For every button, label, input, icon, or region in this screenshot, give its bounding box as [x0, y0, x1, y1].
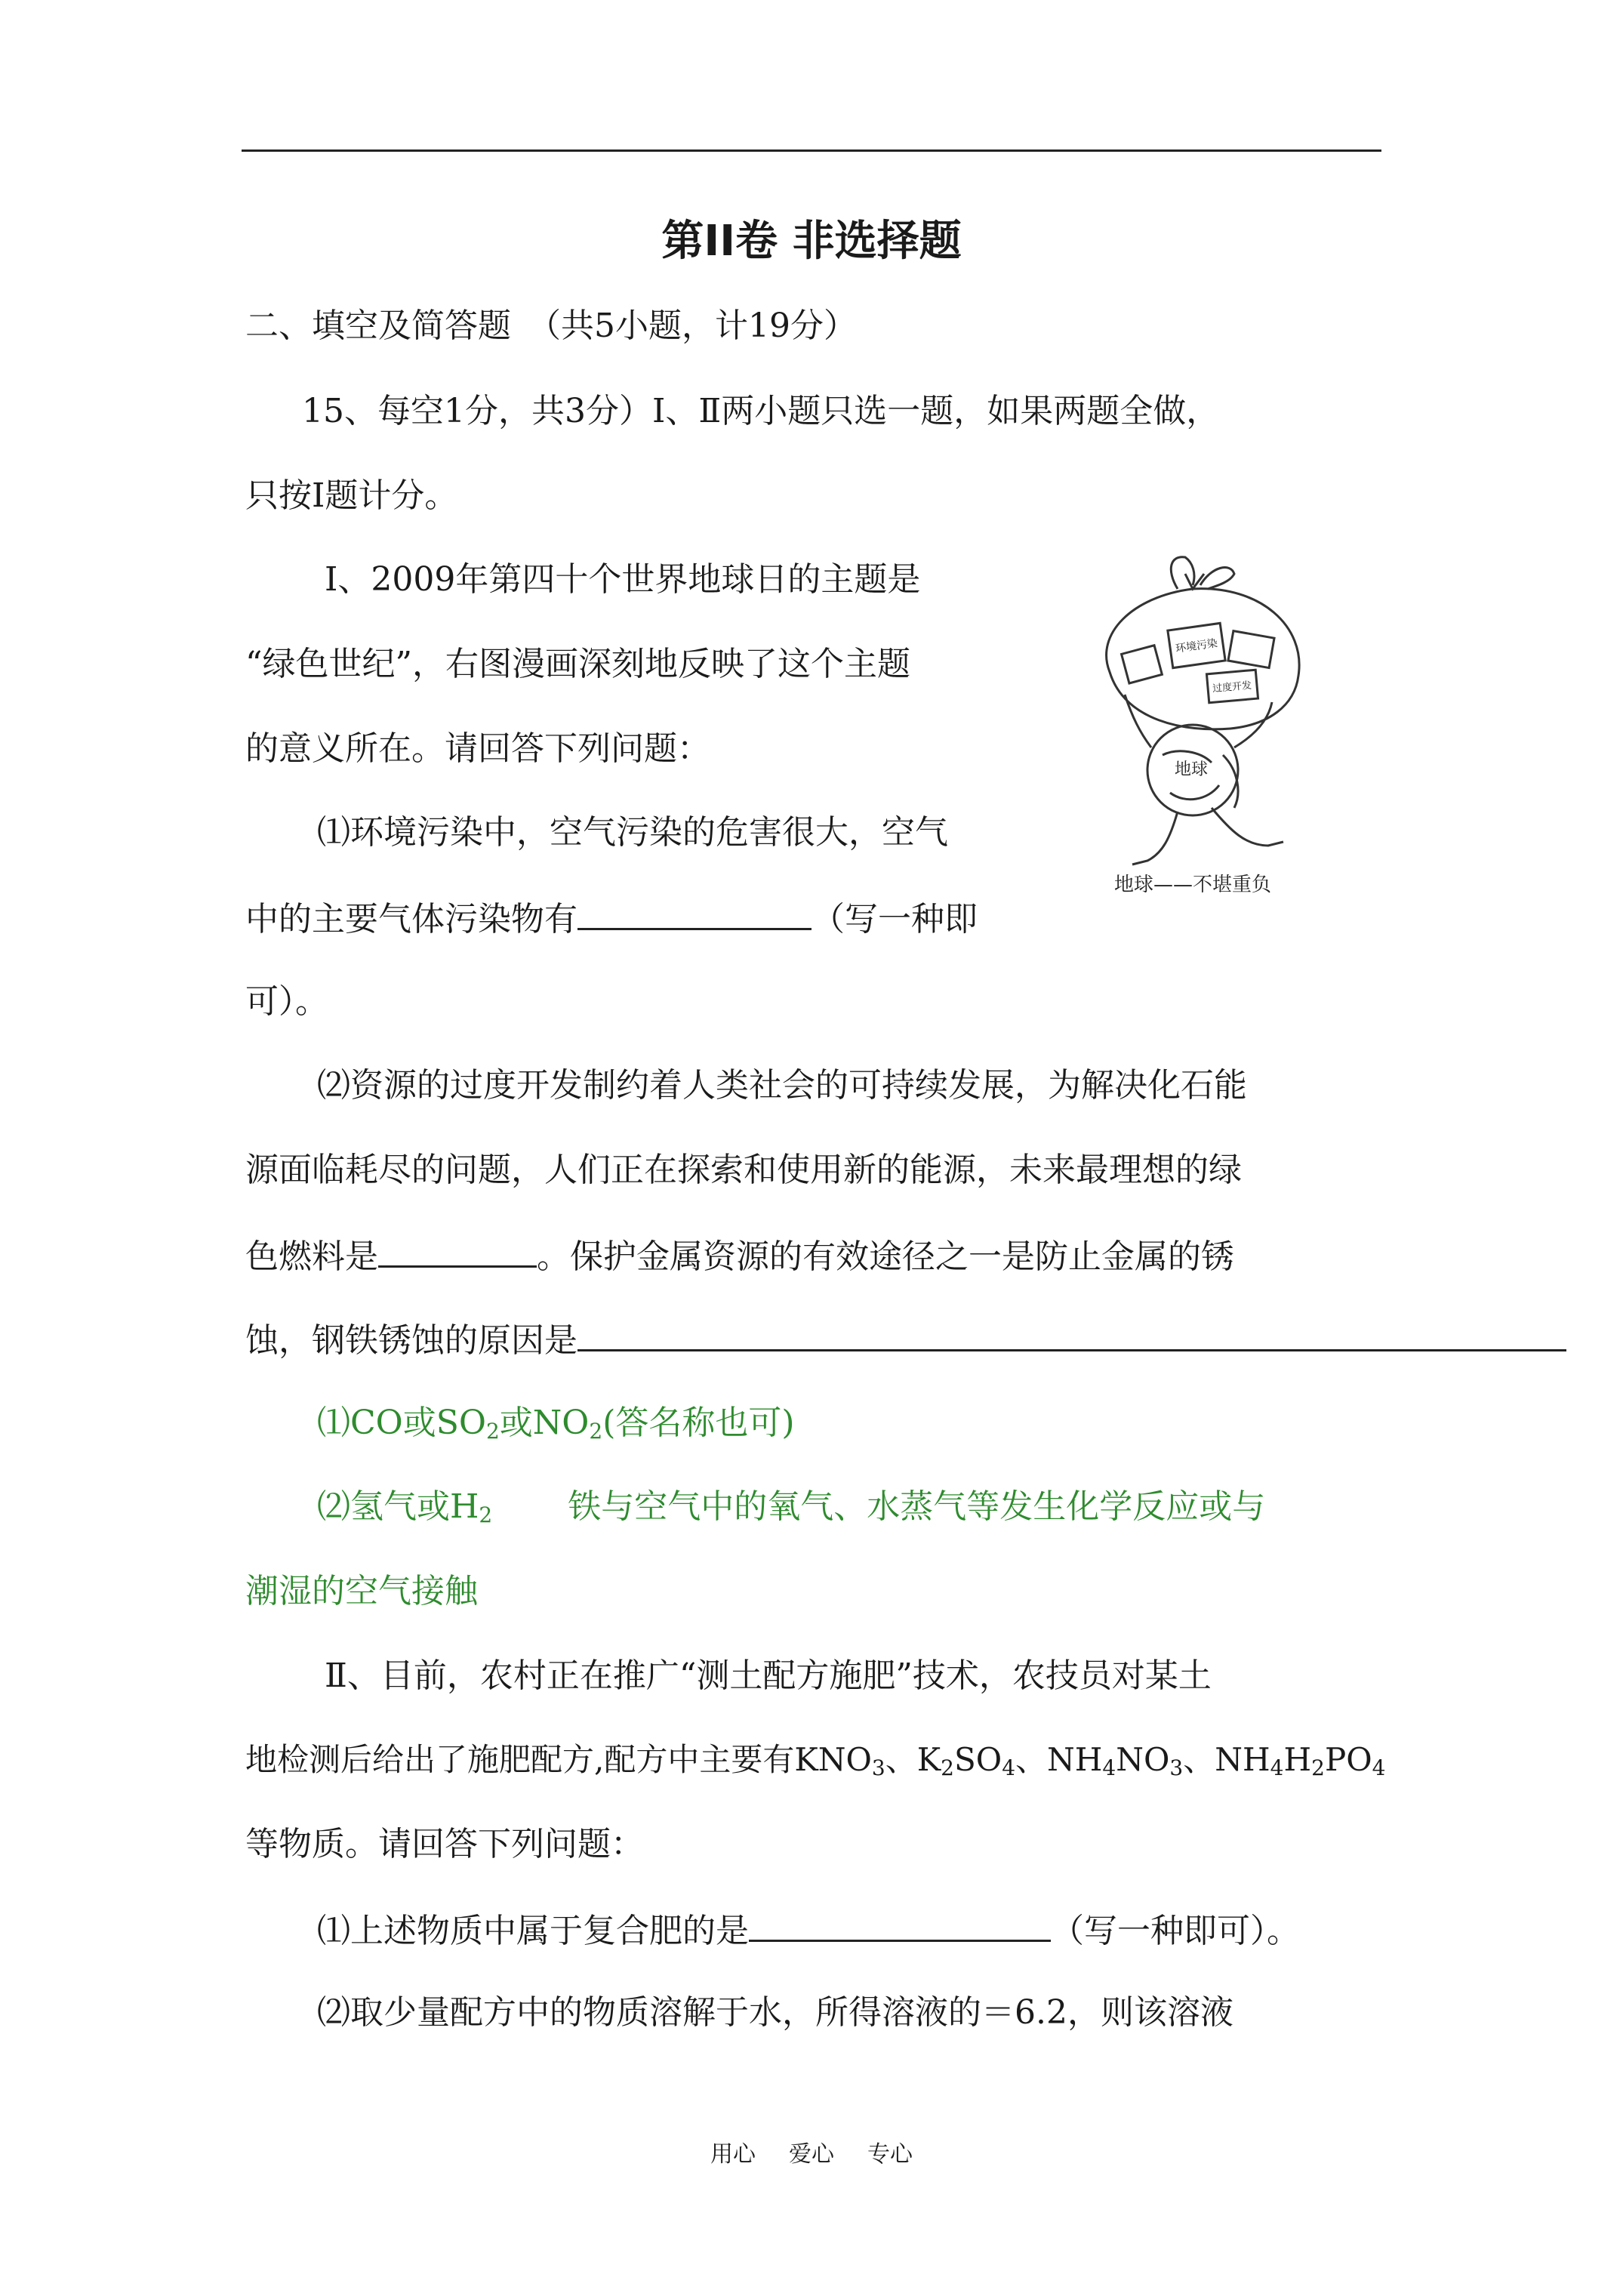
- part2-q1-text: ⑴上述物质中属于复合肥的是: [317, 1912, 749, 1950]
- part1-q2-line2: 源面临耗尽的问题，人们正在探索和使用新的能源，未来最理想的绿: [245, 1151, 1242, 1189]
- cartoon-earth-label: 地球: [1174, 760, 1209, 779]
- part1-q1-text: 中的主要气体污染物有: [245, 900, 577, 938]
- earth-burden-cartoon: [1079, 544, 1321, 906]
- part2-intro-line3: 等物质。请回答下列问题：: [245, 1825, 644, 1863]
- answer2-prefix: ⑵氢气或H: [317, 1487, 479, 1526]
- answer1-suffix: (答名称也可): [602, 1404, 795, 1442]
- part1-q1-hint: （写一种即: [812, 900, 978, 938]
- answer1-mid: 或NO: [499, 1404, 590, 1442]
- answer-blank-pollutant[interactable]: [577, 895, 812, 930]
- q15-line1: 15、每空1分，共3分）Ⅰ、Ⅱ两小题只选一题，如果两题全做，: [302, 392, 1220, 430]
- footer-word-2: 爱心: [789, 2141, 834, 2168]
- part1-q2-text-cont: 。保护金属资源的有效途径之一是防止金属的锈: [537, 1237, 1234, 1276]
- part2-q1: [317, 1906, 1300, 1954]
- part1-q2-line3: [245, 1232, 1234, 1280]
- header-rule: [242, 149, 1381, 152]
- page-title: 第II卷 非选择题: [661, 217, 962, 266]
- section-heading: 二、填空及简答题 （共5小题，计19分）: [245, 307, 857, 345]
- answer1-sub-a: 2: [485, 1419, 500, 1444]
- sub-3b: 3: [1169, 1755, 1184, 1780]
- formula-k2so4-so: SO: [953, 1741, 1002, 1778]
- formula-nh4h2po4-h: H: [1283, 1741, 1312, 1778]
- formula-nh4h2po4-nh: 、NH: [1183, 1741, 1270, 1778]
- part1-q1-line2: [245, 895, 978, 942]
- formula-nh4no3-nh: 、NH: [1015, 1741, 1103, 1778]
- part1-q2-line4: [245, 1316, 1566, 1364]
- part2-intro-line2: [245, 1737, 1385, 1791]
- part1-q2-line1: ⑵资源的过度开发制约着人类社会的可持续发展，为解决化石能: [317, 1066, 1247, 1105]
- answer1-prefix: ⑴CO或SO: [317, 1404, 486, 1442]
- part1-intro-line1: Ⅰ、2009年第四十个世界地球日的主题是: [325, 560, 921, 599]
- cartoon-box-label-2: 过度开发: [1212, 680, 1252, 695]
- answer-line1: [317, 1401, 795, 1454]
- formula-k2so4-k: 、K: [885, 1741, 941, 1778]
- answer-blank-rust-reason[interactable]: [577, 1316, 1566, 1351]
- part1-q1-line1: ⑴环境污染中，空气污染的危害很大，空气: [317, 813, 948, 852]
- sub-3a: 3: [871, 1755, 885, 1780]
- answer2-rest: 铁与空气中的氧气、水蒸气等发生化学反应或与: [568, 1487, 1266, 1526]
- answer2-sub: 2: [479, 1502, 493, 1527]
- part1-intro-line2: “绿色世纪”，右图漫画深刻地反映了这个主题: [245, 645, 910, 683]
- sub-4c: 4: [1270, 1755, 1284, 1780]
- part2-q2: ⑵取少量配方中的物质溶解于水，所得溶液的＝6.2，则该溶液: [317, 1993, 1233, 2032]
- formula-nh4h2po4-po: PO: [1324, 1741, 1372, 1778]
- answer-blank-compound-fertilizer[interactable]: [749, 1906, 1051, 1942]
- cartoon-caption: 地球——不堪重负: [1113, 874, 1272, 896]
- part1-q2-rust-text: 蚀，钢铁锈蚀的原因是: [245, 1321, 577, 1360]
- q15-line2: 只按Ⅰ题计分。: [245, 476, 458, 515]
- part1-q2-text: 色燃料是: [245, 1237, 378, 1276]
- answer1-sub-b: 2: [589, 1419, 603, 1444]
- formula-kno3: 地检测后给出了施肥配方,配方中主要有KNO: [245, 1741, 872, 1778]
- sub-4b: 4: [1102, 1755, 1116, 1780]
- sub-2a: 2: [941, 1755, 954, 1780]
- cartoon-svg: [1079, 544, 1321, 906]
- footer-word-1: 用心: [710, 2141, 756, 2168]
- part1-q1-line3: 可）。: [245, 982, 328, 1021]
- page-footer: [0, 2135, 1623, 2168]
- answer-line3: 潮湿的空气接触: [245, 1572, 478, 1610]
- answer-blank-fuel[interactable]: [378, 1232, 537, 1268]
- part2-intro-line1: Ⅱ、目前，农村正在推广“测土配方施肥”技术，农技员对某土: [325, 1657, 1212, 1695]
- formula-nh4no3-no: NO: [1116, 1741, 1170, 1778]
- sub-4d: 4: [1372, 1755, 1386, 1780]
- cartoon-box-label-1: 环境污染: [1175, 637, 1218, 655]
- part2-q1-hint: （写一种即可）。: [1051, 1912, 1300, 1950]
- footer-word-3: 专心: [867, 2141, 913, 2168]
- part1-intro-line3: 的意义所在。请回答下列问题：: [245, 729, 710, 768]
- answer-line2: [317, 1484, 1265, 1538]
- sub-4a: 4: [1002, 1755, 1016, 1780]
- sub-2b: 2: [1311, 1755, 1325, 1780]
